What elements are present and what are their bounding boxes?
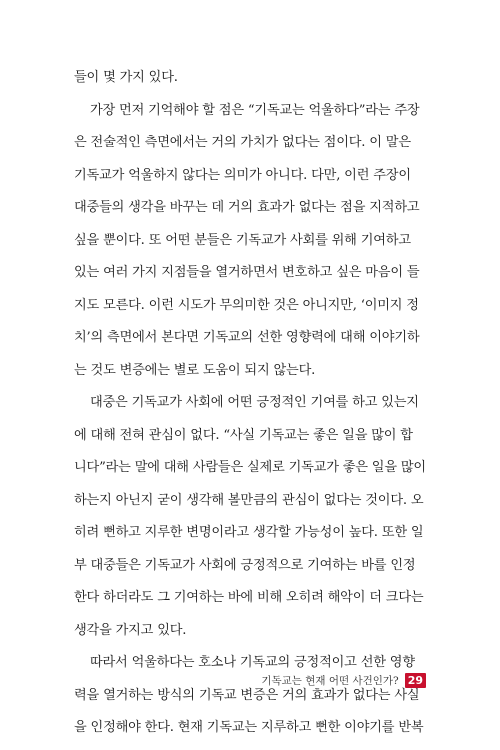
text-line: 한다 하더라도 그 기여하는 바에 비해 오히려 해악이 더 크다는 <box>74 590 424 605</box>
text-line: 력을 열거하는 방식의 기독교 변증은 거의 효과가 없다는 사실 <box>74 687 420 703</box>
text-line: 대중은 기독교가 사회에 어떤 긍정적인 기여를 하고 있는지 <box>74 395 419 410</box>
text-line: 에 대해 전혀 관심이 없다. “사실 기독교는 좋은 일을 많이 합 <box>74 427 413 443</box>
text-line: 대중들의 생각을 바꾸는 데 거의 효과가 없다는 점을 지적하고 <box>74 200 420 215</box>
text-line: 들이 몇 가지 있다. <box>74 70 178 85</box>
page-footer <box>261 673 426 688</box>
text-line: 가장 먼저 기억해야 할 점은 “기독교는 억울하다”라는 주장 <box>74 102 420 118</box>
running-title: 기독교는 현재 어떤 사건인가? <box>261 675 399 687</box>
text-line: 하는지 아닌지 굳이 생각해 볼만큼의 관심이 없다는 것이다. 오 <box>74 492 424 508</box>
text-line: 있는 여러 가지 지점들을 열거하면서 변호하고 싶은 마음이 들 <box>74 265 420 280</box>
text-line: 부 대중들은 기독교가 사회에 긍정적으로 기여하는 바를 인정 <box>74 557 416 573</box>
text-line: 지도 모른다. 이런 시도가 무의미한 것은 아니지만, ‘이미지 정 <box>74 297 419 313</box>
text-line: 는 것도 변증에는 별로 도움이 되지 않는다. <box>74 362 316 378</box>
text-line: 니다”라는 말에 대해 사람들은 실제로 기독교가 좋은 일을 많이 <box>74 460 426 475</box>
page-number: 29 <box>405 673 426 688</box>
text-line: 기독교가 억울하지 않다는 의미가 아니다. 다만, 이런 주장이 <box>74 167 411 183</box>
text-line: 은 전술적인 측면에서는 거의 가치가 없다는 점이다. 이 말은 <box>74 135 411 150</box>
text-line: 싶을 뿐이다. 또 어떤 분들은 기독교가 사회를 위해 기여하고 <box>74 232 411 248</box>
text-line: 생각을 가지고 있다. <box>74 622 187 638</box>
text-line: 히려 뻔하고 지루한 변명이라고 생각할 가능성이 높다. 또한 일 <box>74 525 424 540</box>
text-line: 을 인정해야 한다. 현재 기독교는 지루하고 뻔한 이야기를 반복 <box>74 720 424 735</box>
text-line: 따라서 억울하다는 호소나 기독교의 긍정적이고 선한 영향 <box>74 655 415 670</box>
text-line: 치’의 측면에서 본다면 기독교의 선한 영향력에 대해 이야기하 <box>74 330 420 345</box>
body-text <box>74 62 434 745</box>
